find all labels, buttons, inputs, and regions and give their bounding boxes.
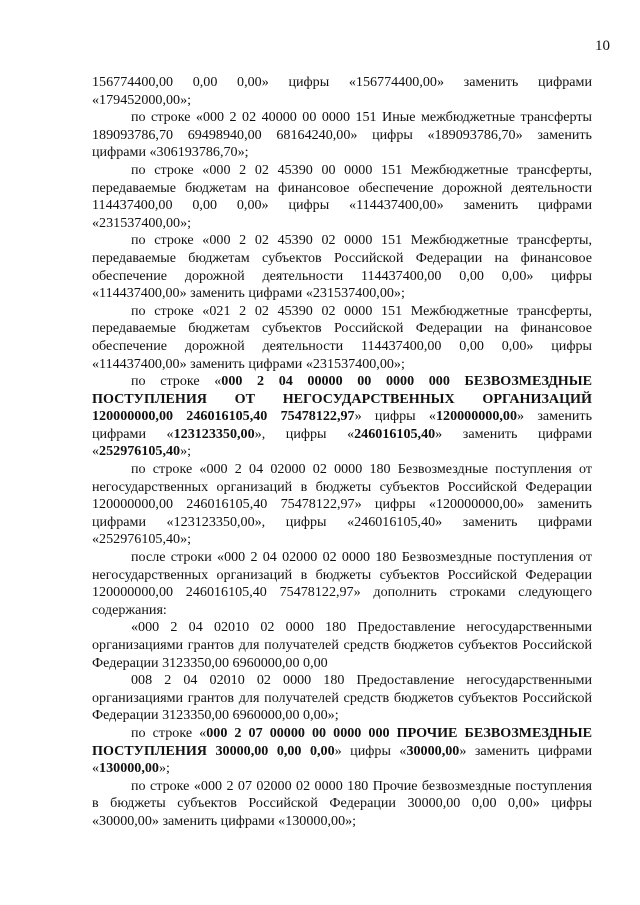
text-run: по строке «000 2 02 45390 02 0000 151 Межбюджетные трансферты, передаваемые бюджетам субъектов Российской Федерации на финансовое обеспечение дорожной деятельности 114437400,00 0,00 0,00» цифры «114437400,00» заменить цифрами «231537400,00»;	[92, 232, 592, 302]
paragraph-p8	[92, 549, 592, 619]
text-run: » цифры «	[334, 742, 407, 759]
paragraph-p12	[92, 778, 592, 831]
text-run: по строке «	[131, 724, 207, 741]
text-run: » заменить цифрами «	[92, 742, 592, 777]
bold-text-run: 000 2 07 00000 00 0000 000 ПРОЧИЕ БЕЗВОЗМЕЗДНЫЕ ПОСТУПЛЕНИЯ 30000,00 0,00 0,00	[92, 724, 592, 759]
text-run: 008 2 04 02010 02 0000 180 Предоставление негосударственными организациями грантов для получателей средств бюджетов субъектов Российской Федерации 3123350,00 6960000,00 0,00»;	[92, 672, 592, 724]
text-run: по строке «021 2 02 45390 02 0000 151 Межбюджетные трансферты, передаваемые бюджетам субъектов Российской Федерации на финансовое обеспечение дорожной деятельности 114437400,00 0,00 0,00» цифры «114437400,00» заменить цифрами «231537400,00»;	[92, 302, 592, 372]
text-run: по строке «000 2 02 45390 00 0000 151 Межбюджетные трансферты, передаваемые бюджетам на финансовое обеспечение дорожной деятельности 114437400,00 0,00 0,00» цифры «114437400,00» заменить цифрами «231537400,00»;	[92, 161, 592, 231]
text-run: » заменить цифрами «	[92, 425, 592, 460]
paragraph-p5	[92, 303, 592, 373]
bold-text-run: 120000000,00	[435, 408, 518, 425]
bold-text-run: 130000,00	[99, 760, 159, 777]
text-run: » заменить цифрами «	[92, 408, 592, 442]
text-run: 156774400,00 0,00 0,00» цифры «156774400,00» заменить цифрами «179452000,00»;	[92, 74, 592, 108]
document-body	[92, 74, 592, 831]
paragraph-p2	[92, 109, 592, 162]
paragraph-p10	[92, 672, 592, 725]
paragraph-p9	[92, 619, 592, 672]
text-run: »;	[158, 760, 170, 777]
text-run: по строке «000 2 07 02000 02 0000 180 Прочие безвозмездные поступления в бюджеты субъектов Российской Федерации 30000,00 0,00 0,00» цифры «30000,00» заменить цифрами «130000,00»;	[92, 777, 592, 829]
paragraph-p6	[92, 373, 592, 461]
text-run: по строке «000 2 02 40000 00 0000 151 Иные межбюджетные трансферты 189093786,70 69498940,00 68164240,00» цифры «189093786,70» заменить цифрами «306193786,70»;	[92, 109, 592, 161]
paragraph-p4	[92, 232, 592, 302]
text-run: после строки «000 2 04 02000 02 0000 180 Безвозмездные поступления от негосударственных организаций в бюджеты субъектов Российской Федерации 120000000,00 246016105,40 75478122,97» дополнить строками следующего содержания:	[92, 549, 592, 618]
text-run: по строке «000 2 04 02000 02 0000 180 Безвозмездные поступления от негосударственных организаций в бюджеты субъектов Российской Федерации 120000000,00 246016105,40 75478122,97» цифры «120000000,00» заменить цифрами «123123350,00», цифры «246016105,40» заменить цифрами «252976105,40»;	[92, 461, 592, 548]
text-run: », цифры «	[254, 425, 355, 442]
paragraph-p1	[92, 74, 592, 109]
text-run: » цифры «	[354, 408, 436, 425]
paragraph-p7	[92, 461, 592, 549]
text-run: по строке «	[131, 373, 222, 390]
page-number: 10	[595, 38, 610, 54]
text-run: »;	[180, 443, 192, 460]
bold-text-run: 30000,00	[406, 742, 460, 759]
text-run: «000 2 04 02010 02 0000 180 Предоставление негосударственными организациями грантов для получателей средств бюджетов субъектов Российской Федерации 3123350,00 6960000,00 0,00	[92, 619, 592, 671]
bold-text-run: 000 2 04 00000 00 0000 000 БЕЗВОЗМЕЗДНЫЕ ПОСТУПЛЕНИЯ ОТ НЕГОСУДАРСТВЕННЫХ ОРГАНИЗАЦИЙ 120000000,00 246016105,40 75478122,97	[92, 373, 592, 425]
bold-text-run: 252976105,40	[99, 443, 181, 460]
paragraph-p3	[92, 162, 592, 232]
bold-text-run: 246016105,40	[354, 425, 436, 442]
paragraph-p11	[92, 725, 592, 778]
bold-text-run: 123123350,00	[173, 425, 255, 442]
